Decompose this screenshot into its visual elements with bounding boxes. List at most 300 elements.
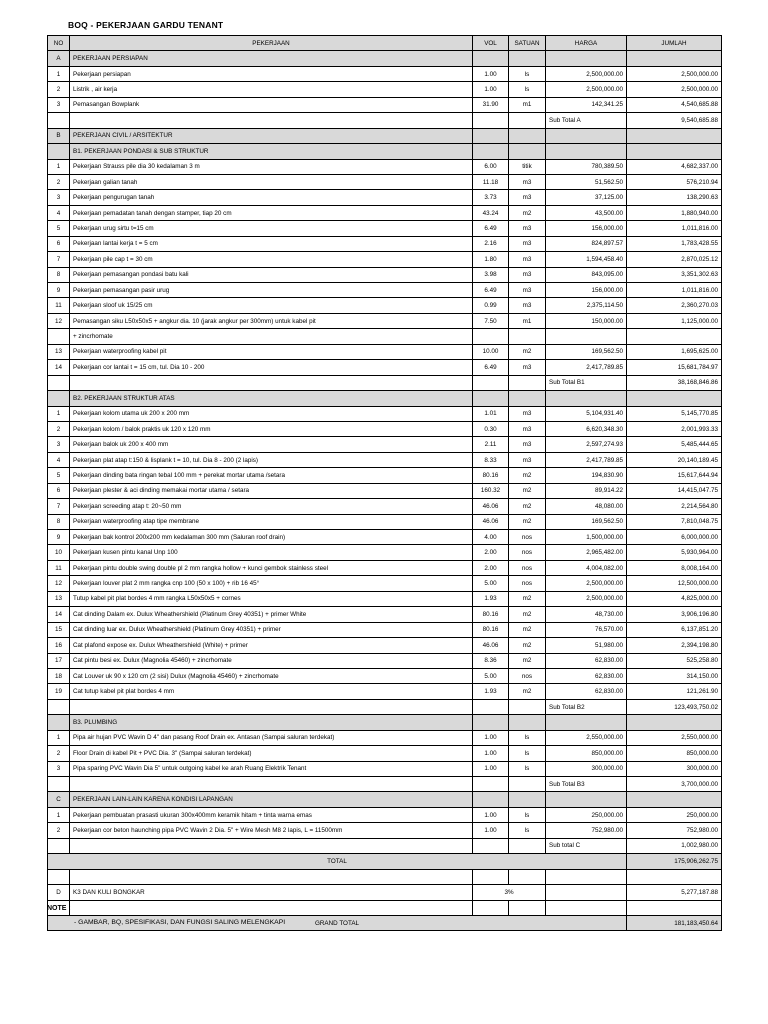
row-volume: 2.00 (473, 545, 509, 560)
subtotal-label: Sub Total B3 (546, 777, 627, 792)
row-no: 9 (48, 530, 70, 545)
row-unit: m3 (509, 406, 546, 421)
row-description: Cat plafond expose ex. Dulux Wheathershield (White) + primer (70, 638, 473, 653)
row-no: B (48, 128, 70, 143)
subtotal-label: Sub Total B2 (546, 699, 627, 714)
cell-empty (627, 869, 722, 884)
table-row (48, 283, 722, 298)
row-volume: 1.00 (473, 807, 509, 822)
row-amount: 5,277,187.88 (627, 885, 722, 900)
row-volume: 0.30 (473, 421, 509, 436)
row-unit: nos (509, 560, 546, 575)
row-volume: 8.33 (473, 452, 509, 467)
row-no: D (48, 885, 70, 900)
row-no: 2 (48, 174, 70, 189)
row-description: Pekerjaan pemasangan pondasi batu kali (70, 267, 473, 282)
table-row (48, 267, 722, 282)
row-volume: 0.99 (473, 298, 509, 313)
row-amount: 250,000.00 (627, 807, 722, 822)
table-row (48, 499, 722, 514)
row-description: Pekerjaan waterproofing atap tipe membrane (70, 514, 473, 529)
row-amount: 20,140,189.45 (627, 452, 722, 467)
table-row (48, 622, 722, 637)
table-row (48, 823, 722, 838)
row-amount: 3,351,302.63 (627, 267, 722, 282)
table-row (48, 560, 722, 575)
row-amount: 5,145,770.85 (627, 406, 722, 421)
row-description: Floor Drain di kabel Pit + PVC Dia. 3" (Sampai saluran terdekat) (70, 746, 473, 761)
total-amount: 175,906,262.75 (627, 854, 722, 869)
row-unit: ls (509, 730, 546, 745)
row-price: 156,000.00 (546, 283, 627, 298)
row-description: Pekerjaan cor lantai t = 15 cm, tul. Dia 10 - 200 (70, 360, 473, 375)
row-amount: 3,906,196.80 (627, 607, 722, 622)
cell-empty (509, 715, 546, 730)
row-no: C (48, 792, 70, 807)
table-row (48, 205, 722, 220)
row-description: Pekerjaan galian tanah (70, 174, 473, 189)
row-unit: m2 (509, 205, 546, 220)
row-no: A (48, 51, 70, 66)
row-description: Pekerjaan lantai kerja t = 5 cm (70, 236, 473, 251)
row-unit: nos (509, 576, 546, 591)
cell-empty (546, 869, 627, 884)
row-description: Pekerjaan plester & aci dinding memakai mortar utama / setara (70, 483, 473, 498)
row-volume: 6.49 (473, 360, 509, 375)
row-price: 2,500,000.00 (546, 576, 627, 591)
row-volume: 6.49 (473, 283, 509, 298)
section-title: PEKERJAAN LAIN-LAIN KARENA KONDISI LAPANGAN (70, 792, 473, 807)
table-row (48, 530, 722, 545)
cell-empty (473, 51, 509, 66)
row-description: Pekerjaan cor beton haunching pipa PVC Wavin 2 Dia. 5" + Wire Mesh M8 2 lapis, L = 11500mm (70, 823, 473, 838)
row-volume: 46.06 (473, 638, 509, 653)
note-label-text: NOTE : (47, 905, 71, 912)
row-amount: 7,810,048.75 (627, 514, 722, 529)
blank-row (48, 869, 722, 884)
row-amount: 300,000.00 (627, 761, 722, 776)
cell-empty (48, 838, 70, 853)
row-unit: m3 (509, 174, 546, 189)
row-no: 1 (48, 406, 70, 421)
row-price: 62,830.00 (546, 668, 627, 683)
row-price: 2,500,000.00 (546, 591, 627, 606)
row-volume: 1.00 (473, 730, 509, 745)
row-volume: 1.80 (473, 252, 509, 267)
row-no: 8 (48, 514, 70, 529)
row-no: 12 (48, 313, 70, 328)
row-volume: 5.00 (473, 576, 509, 591)
row-description: Pekerjaan louver plat 2 mm rangka cnp 100 (50 x 100) + rib 16 45° (70, 576, 473, 591)
row-volume: 1.00 (473, 82, 509, 97)
row-no: 15 (48, 622, 70, 637)
cell-empty (546, 144, 627, 159)
row-no: 9 (48, 283, 70, 298)
cell-empty (546, 715, 627, 730)
row-amount: 850,000.00 (627, 746, 722, 761)
subsection-row (48, 715, 722, 730)
row-amount: 4,682,337.00 (627, 159, 722, 174)
table-row (48, 746, 722, 761)
row-no: 12 (48, 576, 70, 591)
row-unit: titik (509, 159, 546, 174)
subsection-title: B2. PEKERJAAN STRUKTUR ATAS (70, 391, 473, 406)
row-price: 250,000.00 (546, 807, 627, 822)
row-volume: 46.06 (473, 514, 509, 529)
row-unit: m1 (509, 313, 546, 328)
cell-empty (546, 128, 627, 143)
row-volume: 2.00 (473, 560, 509, 575)
row-price: 843,095.00 (546, 267, 627, 282)
cell-empty (473, 777, 509, 792)
subtotal-row (48, 375, 722, 390)
cell-empty (473, 375, 509, 390)
row-volume: 31.90 (473, 97, 509, 112)
row-no: 19 (48, 684, 70, 699)
row-amount: 1,011,816.00 (627, 221, 722, 236)
row-no: 13 (48, 591, 70, 606)
row-price: 62,830.00 (546, 684, 627, 699)
row-description: Cat Louver uk 90 x 120 cm (2 sisi) Dulux (Magnolia 45460) + zincrhomate (70, 668, 473, 683)
row-description: Cat tutup kabel pit plat bordes 4 mm (70, 684, 473, 699)
row-no: 3 (48, 437, 70, 452)
row-no: 7 (48, 499, 70, 514)
row-no: 13 (48, 344, 70, 359)
row-unit: m2 (509, 591, 546, 606)
row-unit: ls (509, 807, 546, 822)
row-unit: m2 (509, 344, 546, 359)
cell-empty (48, 144, 70, 159)
cell-empty (509, 144, 546, 159)
cell-empty (509, 838, 546, 853)
row-amount: 2,550,000.00 (627, 730, 722, 745)
subtotal-row (48, 113, 722, 128)
row-price: 89,914.22 (546, 483, 627, 498)
row-no: 18 (48, 668, 70, 683)
table-row (48, 421, 722, 436)
row-price: 51,562.50 (546, 174, 627, 189)
cell-empty (48, 391, 70, 406)
row-description: Pemasangan siku L50x50x5 + angkur dia. 10 (jarak angkur per 300mm) untuk kabel pit (70, 313, 473, 328)
total-amount: 181,183,450.64 (627, 915, 722, 930)
subtotal-amount: 38,168,846.86 (627, 375, 722, 390)
cell-empty (509, 128, 546, 143)
cell-empty (473, 113, 509, 128)
row-unit: ls (509, 823, 546, 838)
section-row (48, 128, 722, 143)
row-no: 5 (48, 221, 70, 236)
row-price: 2,550,000.00 (546, 730, 627, 745)
row-price: 5,104,931.40 (546, 406, 627, 421)
row-description: Pekerjaan pemasangan pasir urug (70, 283, 473, 298)
header-no: NO (48, 36, 70, 51)
header-vol: VOL (473, 36, 509, 51)
row-price: 2,965,482.00 (546, 545, 627, 560)
row-amount: 1,011,816.00 (627, 283, 722, 298)
row-amount: 8,008,164.00 (627, 560, 722, 575)
table-row (48, 607, 722, 622)
cell-empty (70, 838, 473, 853)
row-price: 752,980.00 (546, 823, 627, 838)
subtotal-label: Sub total C (546, 838, 627, 853)
row-price: 37,125.00 (546, 190, 627, 205)
row-volume: 80.16 (473, 622, 509, 637)
row-amount: 121,261.90 (627, 684, 722, 699)
subtotal-label: Sub Total A (546, 113, 627, 128)
row-price: 2,500,000.00 (546, 82, 627, 97)
row-unit: m3 (509, 298, 546, 313)
row-amount: 1,783,428.55 (627, 236, 722, 251)
row-price: 2,500,000.00 (546, 66, 627, 81)
row-no: 2 (48, 421, 70, 436)
row-volume: 2.16 (473, 236, 509, 251)
table-row (48, 252, 722, 267)
row-price: 62,830.00 (546, 653, 627, 668)
row-price: 850,000.00 (546, 746, 627, 761)
table-row (48, 329, 722, 344)
table-row (48, 66, 722, 81)
row-amount: 2,500,000.00 (627, 82, 722, 97)
row-description: Pipa sparing PVC Wavin Dia 5" untuk outgoing kabel ke arah Ruang Elektrik Tenant (70, 761, 473, 776)
row-price: 169,562.50 (546, 514, 627, 529)
row-no: 5 (48, 468, 70, 483)
cell-empty (473, 792, 509, 807)
row-amount: 5,485,444.65 (627, 437, 722, 452)
row-description: Pekerjaan sloof uk 15/25 cm (70, 298, 473, 313)
cell-empty (546, 51, 627, 66)
cell-empty (546, 885, 627, 900)
row-unit: nos (509, 530, 546, 545)
row-no: 14 (48, 607, 70, 622)
row-volume: 43.24 (473, 205, 509, 220)
row-unit: m3 (509, 267, 546, 282)
row-description: Pekerjaan dinding bata ringan tebal 100 mm + perekat mortar utama /setara (70, 468, 473, 483)
row-description: Tutup kabel pit plat bordes 4 mm rangka L50x50x5 + cornes (70, 591, 473, 606)
row-volume: 11.18 (473, 174, 509, 189)
row-amount: 314,150.00 (627, 668, 722, 683)
row-unit (509, 329, 546, 344)
row-description: + zincrhomate (70, 329, 473, 344)
subtotal-row (48, 838, 722, 853)
row-unit: m2 (509, 483, 546, 498)
cell-empty (473, 128, 509, 143)
cell-empty (509, 113, 546, 128)
row-price: 43,500.00 (546, 205, 627, 220)
row-volume: 46.06 (473, 499, 509, 514)
row-no: 4 (48, 205, 70, 220)
cell-empty (70, 777, 473, 792)
cell-empty (509, 792, 546, 807)
cell-empty (627, 900, 722, 915)
k3-row (48, 885, 722, 900)
table-row (48, 97, 722, 112)
total-row (48, 854, 722, 869)
subsection-row (48, 144, 722, 159)
row-description: Pekerjaan pintu double swing double pl 2 mm rangka hollow + kunci gembok stainless steel (70, 560, 473, 575)
note-text: - GAMBAR, BQ, SPESIFIKASI, DAN FUNGSI SALING MELENGKAPI (74, 919, 286, 926)
row-volume (473, 329, 509, 344)
row-price: 1,594,458.40 (546, 252, 627, 267)
row-price (546, 329, 627, 344)
table-row (48, 483, 722, 498)
subsection-title: B3. PLUMBING (70, 715, 473, 730)
row-amount: 2,214,564.80 (627, 499, 722, 514)
row-description: Pekerjaan bak kontrol 200x200 mm kedalaman 300 mm (Saluran roof drain) (70, 530, 473, 545)
row-no: 3 (48, 190, 70, 205)
row-unit: m3 (509, 283, 546, 298)
row-volume: 6.00 (473, 159, 509, 174)
table-row (48, 576, 722, 591)
row-price: 6,620,348.30 (546, 421, 627, 436)
row-unit: ls (509, 746, 546, 761)
cell-empty (48, 869, 70, 884)
row-unit: m3 (509, 252, 546, 267)
table-row (48, 159, 722, 174)
row-no: 16 (48, 638, 70, 653)
cell-empty (70, 699, 473, 714)
cell-empty (546, 792, 627, 807)
row-price: 150,000.00 (546, 313, 627, 328)
row-description: Pekerjaan balok uk 200 x 400 mm (70, 437, 473, 452)
cell-empty (473, 699, 509, 714)
table-row (48, 236, 722, 251)
row-no: 2 (48, 82, 70, 97)
header-jumlah: JUMLAH (627, 36, 722, 51)
cell-empty (509, 777, 546, 792)
cell-empty (473, 144, 509, 159)
row-no (48, 329, 70, 344)
section-row (48, 51, 722, 66)
row-price: 824,897.57 (546, 236, 627, 251)
subtotal-amount: 9,540,685.88 (627, 113, 722, 128)
row-price: 169,562.50 (546, 344, 627, 359)
row-volume: 80.16 (473, 468, 509, 483)
row-unit: m2 (509, 514, 546, 529)
row-volume: 5.00 (473, 668, 509, 683)
subsection-row (48, 391, 722, 406)
row-description: Pekerjaan pemadatan tanah dengan stamper, tiap 20 cm (70, 205, 473, 220)
row-unit: nos (509, 668, 546, 683)
row-volume: 7.50 (473, 313, 509, 328)
row-amount: 752,980.00 (627, 823, 722, 838)
table-row (48, 591, 722, 606)
row-unit: ls (509, 66, 546, 81)
row-unit: m3 (509, 190, 546, 205)
row-price: 48,080.00 (546, 499, 627, 514)
row-price: 2,375,114.50 (546, 298, 627, 313)
cell-empty (70, 113, 473, 128)
row-amount: 576,210.94 (627, 174, 722, 189)
table-row (48, 174, 722, 189)
table-row (48, 668, 722, 683)
row-description: Listrik , air kerja (70, 82, 473, 97)
row-no: 7 (48, 252, 70, 267)
cell-empty (70, 375, 473, 390)
row-amount: 2,870,025.12 (627, 252, 722, 267)
cell-empty (473, 900, 509, 915)
row-amount: 2,360,270.03 (627, 298, 722, 313)
row-price: 156,000.00 (546, 221, 627, 236)
total-label: TOTAL (48, 854, 627, 869)
row-unit: nos (509, 545, 546, 560)
cell-empty (48, 699, 70, 714)
row-amount: 2,500,000.00 (627, 66, 722, 81)
row-unit: m2 (509, 653, 546, 668)
row-no: 6 (48, 236, 70, 251)
row-unit: ls (509, 82, 546, 97)
cell-empty (509, 869, 546, 884)
row-volume: 80.16 (473, 607, 509, 622)
table-row (48, 807, 722, 822)
row-volume: 3.98 (473, 267, 509, 282)
row-amount: 4,825,000.00 (627, 591, 722, 606)
row-unit: m1 (509, 97, 546, 112)
row-price: 2,417,789.85 (546, 452, 627, 467)
cell-empty (627, 792, 722, 807)
row-amount: 15,681,784.97 (627, 360, 722, 375)
row-volume: 1.00 (473, 746, 509, 761)
subtotal-amount: 1,002,980.00 (627, 838, 722, 853)
row-amount: 15,617,644.94 (627, 468, 722, 483)
row-no: 17 (48, 653, 70, 668)
row-no: 6 (48, 483, 70, 498)
row-description: Pekerjaan urug sirtu t=15 cm (70, 221, 473, 236)
row-amount: 2,394,198.80 (627, 638, 722, 653)
cell-empty (627, 51, 722, 66)
row-description: Cat pintu besi ex. Dulux (Magnolia 45460) + zincrhomate (70, 653, 473, 668)
cell-empty (473, 869, 509, 884)
cell-empty (509, 51, 546, 66)
row-no: 11 (48, 560, 70, 575)
row-no: 14 (48, 360, 70, 375)
row-no: 2 (48, 823, 70, 838)
row-unit: m2 (509, 607, 546, 622)
row-price: 1,500,000.00 (546, 530, 627, 545)
row-description: K3 DAN KULI BONGKAR (70, 885, 473, 900)
table-row (48, 344, 722, 359)
row-amount: 525,258.80 (627, 653, 722, 668)
subsection-title: B1. PEKERJAAN PONDASI & SUB STRUKTUR (70, 144, 473, 159)
row-no: 8 (48, 267, 70, 282)
row-amount: 6,137,851.20 (627, 622, 722, 637)
row-description: Pekerjaan kolom / balok praktis uk 120 x 120 mm (70, 421, 473, 436)
section-row (48, 792, 722, 807)
row-volume: 160.32 (473, 483, 509, 498)
subtotal-row (48, 777, 722, 792)
header-harga: HARGA (546, 36, 627, 51)
table-row (48, 82, 722, 97)
row-volume: 4.00 (473, 530, 509, 545)
row-description: Pekerjaan pile cap t = 30 cm (70, 252, 473, 267)
subtotal-row (48, 699, 722, 714)
cell-empty (627, 715, 722, 730)
section-title: PEKERJAAN CIVIL / ARSITEKTUR (70, 128, 473, 143)
row-price: 4,004,082.00 (546, 560, 627, 575)
row-unit: m3 (509, 221, 546, 236)
cell-empty (48, 715, 70, 730)
row-volume: 1.01 (473, 406, 509, 421)
row-unit: m2 (509, 499, 546, 514)
row-volume: 8.36 (473, 653, 509, 668)
row-description: Pekerjaan screeding atap t: 20~50 mm (70, 499, 473, 514)
table-row (48, 298, 722, 313)
boq-table (47, 35, 722, 931)
cell-empty (473, 715, 509, 730)
row-volume: 1.93 (473, 591, 509, 606)
cell-empty (627, 391, 722, 406)
row-unit: ls (509, 761, 546, 776)
row-description: Pekerjaan waterproofing kabel pit (70, 344, 473, 359)
